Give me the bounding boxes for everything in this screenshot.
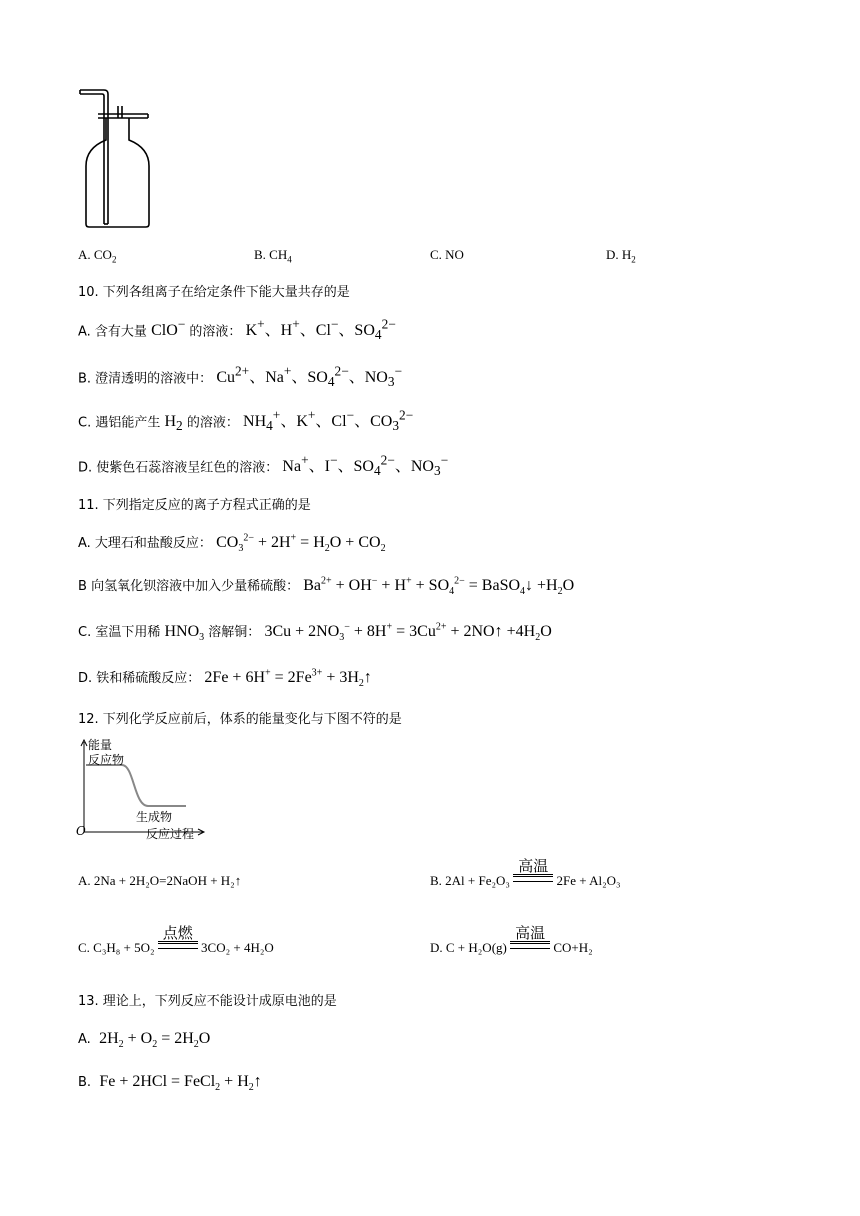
- diagram-reactant-label: 反应物: [88, 753, 125, 767]
- q11-option-c[interactable]: C. 室温下用稀 $HNO_3$ 溶解铜： $3Cu + 2NO_3^- + 8H^+ = 3Cu^{2+}$ + 2NO↑ $+4H_2O$: [78, 621, 552, 644]
- q12-stem: 12. 下列化学反应前后，体系的能量变化与下图不符的是: [78, 712, 402, 727]
- q13-option-b[interactable]: B. Fe + 2HCl = FeCl$_2$ + $H_2↑$: [78, 1073, 262, 1094]
- gas-bottle-figure: [76, 84, 156, 234]
- q10-option-d[interactable]: D. 使紫色石蕊溶液呈红色的溶液： Na+、I−、$SO_4^{2-}$、$NO_3^-$: [78, 453, 449, 479]
- q9-option-c[interactable]: C. NO: [430, 247, 464, 262]
- q12-option-b[interactable]: B. 2Al + Fe₂O₃ 高温 2Fe + Al₂O₃: [430, 857, 621, 888]
- q9-option-a[interactable]: A. $CO_2$: [78, 247, 117, 265]
- diagram-ylabel: 能量: [88, 738, 113, 752]
- diagram-origin: O: [76, 824, 86, 838]
- q11-stem: 11. 下列指定反应的离子方程式正确的是: [78, 498, 311, 513]
- energy-diagram: [76, 736, 216, 844]
- q9-option-d[interactable]: D. $H_2$: [606, 247, 636, 265]
- q11-option-a[interactable]: A. 大理石和盐酸反应： $CO_3^{2-} + 2H^+ = H_2O + CO_2$: [78, 532, 386, 555]
- q10-stem: 10. 下列各组离子在给定条件下能大量共存的是: [78, 285, 350, 300]
- q12-option-d[interactable]: D. C + H₂O(g) 高温 CO+H₂: [430, 924, 593, 955]
- diagram-product-label: 生成物: [136, 810, 173, 824]
- q10-option-a[interactable]: A. 含有大量 ClO− 的溶液： K+、H+、Cl−、$SO_4^{2-}$: [78, 317, 396, 343]
- q9-option-b[interactable]: B. $CH_4$: [254, 247, 292, 265]
- q10-option-b[interactable]: B. 澄清透明的溶液中： $Cu^{2+}$、Na+、$SO_4^{2-}$、$NO_3^-$: [78, 364, 403, 390]
- q13-option-a[interactable]: A. $2H_2 + O_2 = 2H_2O$: [78, 1030, 211, 1051]
- q13-stem: 13. 理论上，下列反应不能设计成原电池的是: [78, 994, 337, 1009]
- q12-option-c[interactable]: C. C₃H₈ + 5O₂ 点燃 3CO₂ + 4H₂O: [78, 924, 274, 955]
- q11-option-d[interactable]: D. 铁和稀硫酸反应： $2Fe + 6H^+ = 2Fe^{3+}$ + $3H_2↑$: [78, 667, 372, 690]
- q11-option-b[interactable]: B 向氢氧化钡溶液中加入少量稀硫酸： $Ba^{2+} + OH^- + H^+ + SO_4^{2-}$ = BaSO$_4$↓ $+H_2O$: [78, 575, 575, 598]
- q10-option-c[interactable]: C. 遇铝能产生 $H_2$ 的溶液： $NH_4^+$、K+、Cl−、$CO_3^{2-}$: [78, 408, 414, 434]
- diagram-xlabel: 反应过程: [146, 827, 195, 841]
- q12-option-a[interactable]: A. 2Na + 2H₂O=2NaOH + H₂↑: [78, 873, 242, 888]
